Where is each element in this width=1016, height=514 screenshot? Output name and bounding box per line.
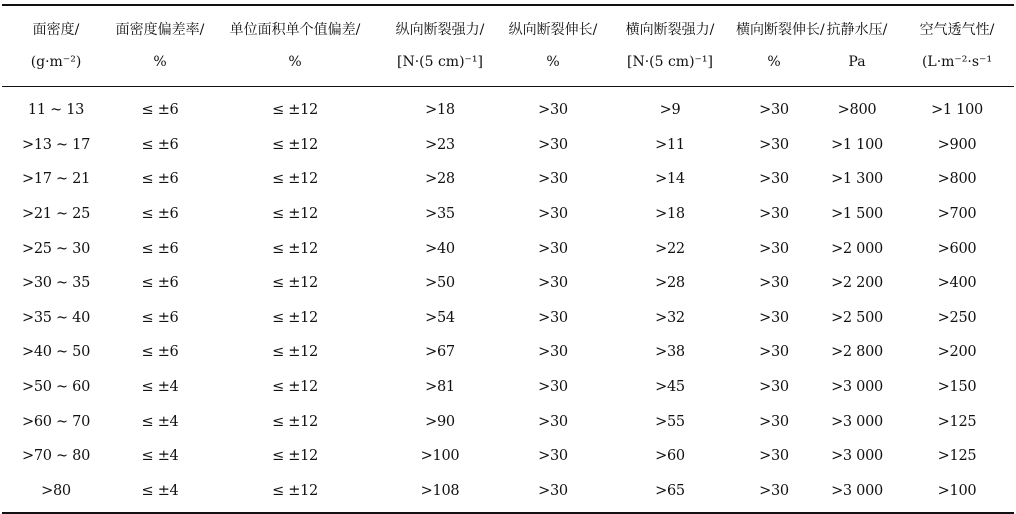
table-cell: >2 800 — [831, 344, 883, 361]
table-cell: >67 — [425, 344, 455, 361]
table-cell: ≤ ±6 — [141, 206, 179, 223]
column-header-unit: [N·(5 cm)⁻¹] — [606, 44, 734, 87]
table-cell: ≤ ±4 — [141, 413, 179, 430]
table-row — [2, 301, 1014, 336]
table-body — [2, 87, 1014, 514]
table-cell: ≤ ±12 — [272, 413, 318, 430]
table-cell: ≤ ±6 — [141, 240, 179, 257]
table-cell: ≤ ±6 — [141, 136, 179, 153]
table-cell: >13 ~ 17 — [21, 136, 91, 153]
header-row-units — [2, 44, 1014, 87]
table-cell: >40 ~ 50 — [21, 344, 91, 361]
table-cell: ≤ ±4 — [110, 474, 210, 514]
table-cell: >38 — [655, 344, 685, 361]
table-cell: >30 — [759, 413, 789, 430]
table-cell: >54 — [425, 309, 455, 326]
table-cell: >2 200 — [831, 275, 883, 292]
table-row — [2, 128, 1014, 163]
table-cell: >70 ~ 80 — [21, 448, 91, 465]
table-cell: >3 000 — [831, 379, 883, 396]
table-row — [2, 439, 1014, 474]
table-cell: ≤ ±12 — [272, 102, 318, 119]
table-cell: >30 ~ 35 — [21, 275, 91, 292]
table-cell: >30 — [759, 136, 789, 153]
table-cell: >700 — [937, 206, 977, 223]
table-cell: >250 — [937, 309, 977, 326]
table-cell: >35 ~ 40 — [21, 309, 91, 326]
table-cell: >25 ~ 30 — [21, 240, 91, 257]
table-cell: >17 ~ 21 — [21, 171, 91, 188]
table-cell: >108 — [380, 474, 500, 514]
column-header-name: 横向断裂强力/ — [606, 5, 734, 44]
table-cell: >60 ~ 70 — [21, 413, 91, 430]
table-cell: >30 — [538, 309, 568, 326]
table-cell: >900 — [937, 136, 977, 153]
column-header-unit: % — [500, 44, 606, 87]
table-cell: >60 — [655, 448, 685, 465]
table-cell: >200 — [937, 344, 977, 361]
table-cell: >14 — [655, 171, 685, 188]
table-cell: >1 300 — [831, 171, 883, 188]
table-cell: >100 — [900, 474, 1014, 514]
column-header-unit: % — [734, 44, 814, 87]
table-cell: ≤ ±6 — [141, 344, 179, 361]
table-cell: >30 — [759, 344, 789, 361]
table-cell: ≤ ±6 — [141, 275, 179, 292]
table-cell: >30 — [538, 136, 568, 153]
table-cell: >800 — [837, 102, 877, 119]
column-header-name: 面密度/ — [2, 5, 110, 44]
table-cell: >50 — [425, 275, 455, 292]
table-row — [2, 162, 1014, 197]
column-header-name: 空气透气性/ — [900, 5, 1014, 44]
column-header-name: 纵向断裂伸长/ — [500, 5, 606, 44]
table-cell: >30 — [538, 240, 568, 257]
table-cell: >30 — [759, 102, 789, 119]
column-header-name: 横向断裂伸长/ — [734, 5, 814, 44]
column-header-name: 纵向断裂强力/ — [380, 5, 500, 44]
table-cell: ≤ ±4 — [141, 448, 179, 465]
table-row — [2, 474, 1014, 514]
table-cell: >32 — [655, 309, 685, 326]
table-cell: >800 — [937, 171, 977, 188]
table-cell: >9 — [659, 102, 681, 119]
table-cell: >30 — [734, 474, 814, 514]
table-cell: >50 ~ 60 — [21, 379, 91, 396]
table-row — [2, 266, 1014, 301]
table-cell: ≤ ±12 — [210, 474, 380, 514]
table-row — [2, 335, 1014, 370]
table-cell: >2 500 — [831, 309, 883, 326]
table-cell: >600 — [937, 240, 977, 257]
table-cell: >18 — [655, 206, 685, 223]
table-cell: ≤ ±12 — [272, 275, 318, 292]
table-cell: >30 — [759, 309, 789, 326]
table-cell: >1 100 — [831, 136, 883, 153]
table-cell: ≤ ±12 — [272, 344, 318, 361]
table-row — [2, 197, 1014, 232]
table-cell: >30 — [538, 171, 568, 188]
table-cell: >400 — [937, 275, 977, 292]
table-row — [2, 404, 1014, 439]
table-cell: >30 — [538, 102, 568, 119]
table-cell: >100 — [420, 448, 460, 465]
table-cell: >30 — [538, 275, 568, 292]
table-cell: >81 — [425, 379, 455, 396]
column-header-unit: [N·(5 cm)⁻¹] — [380, 44, 500, 87]
column-header-unit: (L·m⁻²·s⁻¹ — [900, 44, 1014, 87]
table-cell: ≤ ±12 — [272, 309, 318, 326]
table-cell: >11 — [655, 136, 685, 153]
table-cell: >30 — [538, 448, 568, 465]
table-cell: >65 — [606, 474, 734, 514]
column-header-name: 面密度偏差率/ — [110, 5, 210, 44]
table-cell: >45 — [655, 379, 685, 396]
column-header-unit: % — [210, 44, 380, 87]
table-cell: >80 — [2, 474, 110, 514]
table-cell: ≤ ±12 — [272, 379, 318, 396]
table-cell: >18 — [425, 102, 455, 119]
table-row — [2, 87, 1014, 128]
table-cell: >30 — [538, 206, 568, 223]
table-cell: >1 500 — [831, 206, 883, 223]
table-cell: >150 — [937, 379, 977, 396]
table-cell: ≤ ±4 — [141, 379, 179, 396]
column-header-name: 抗静水压/ — [814, 5, 900, 44]
table-cell: ≤ ±12 — [272, 206, 318, 223]
table-header — [2, 5, 1014, 87]
table-cell: >30 — [759, 379, 789, 396]
table-cell: >125 — [937, 448, 977, 465]
table-cell: >3 000 — [831, 448, 883, 465]
table-cell: >3 000 — [814, 474, 900, 514]
table-row — [2, 231, 1014, 266]
column-header-unit: (g·m⁻²) — [2, 44, 110, 87]
table-cell: ≤ ±12 — [272, 240, 318, 257]
table-cell: ≤ ±6 — [141, 171, 179, 188]
nonwoven-spec-table — [2, 4, 1014, 514]
table-cell: ≤ ±6 — [141, 102, 179, 119]
table-cell: >1 100 — [931, 102, 983, 119]
table-cell: >28 — [425, 171, 455, 188]
table-cell: >30 — [759, 171, 789, 188]
table-cell: >30 — [759, 448, 789, 465]
header-row-names — [2, 5, 1014, 44]
table-cell: >23 — [425, 136, 455, 153]
table-cell: ≤ ±12 — [272, 448, 318, 465]
table-cell: >30 — [538, 379, 568, 396]
table-cell: >90 — [425, 413, 455, 430]
table-cell: >22 — [655, 240, 685, 257]
table-cell: >35 — [425, 206, 455, 223]
table-row — [2, 370, 1014, 405]
table-cell: >40 — [425, 240, 455, 257]
table-cell: ≤ ±12 — [272, 171, 318, 188]
table-cell: ≤ ±6 — [141, 309, 179, 326]
table-cell: >30 — [538, 413, 568, 430]
table-cell: >2 000 — [831, 240, 883, 257]
table-cell: >30 — [538, 344, 568, 361]
column-header-name: 单位面积单个值偏差/ — [210, 5, 380, 44]
table-cell: >3 000 — [831, 413, 883, 430]
column-header-unit: % — [110, 44, 210, 87]
table-cell: >30 — [759, 240, 789, 257]
table-cell: >30 — [500, 474, 606, 514]
table-cell: >30 — [759, 275, 789, 292]
column-header-unit: Pa — [814, 44, 900, 87]
table-cell: 11 ~ 13 — [27, 102, 85, 119]
table-cell: >55 — [655, 413, 685, 430]
table-cell: >30 — [759, 206, 789, 223]
table-cell: >125 — [937, 413, 977, 430]
table-cell: >21 ~ 25 — [21, 206, 91, 223]
table-cell: >28 — [655, 275, 685, 292]
table-cell: ≤ ±12 — [272, 136, 318, 153]
